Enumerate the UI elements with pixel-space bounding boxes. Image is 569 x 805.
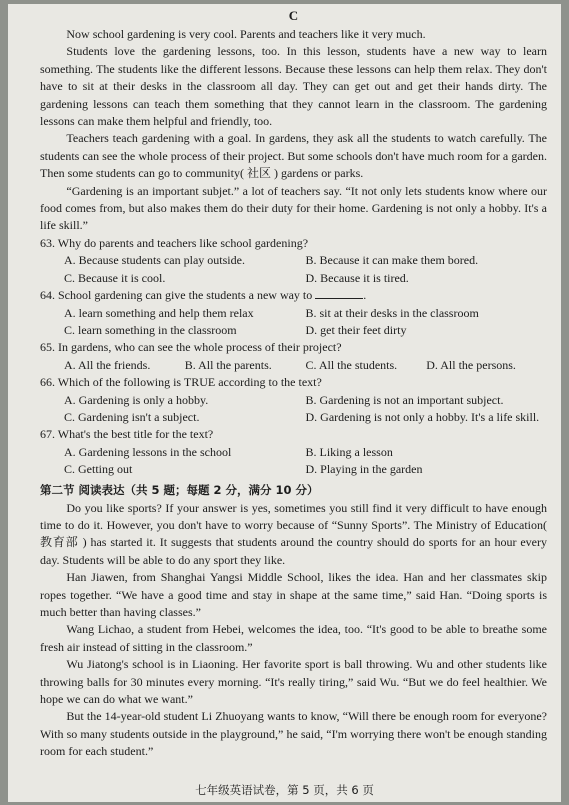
passage-c-paragraph: Teachers teach gardening with a goal. In gardens, they ask all the students to watch carefully. The students can see the whole process of their project. But some schools don't have much room for a garden. Then some students can go to community( 社区 ) gardens or parks. (40, 131, 547, 181)
section2-paragraph: Han Jiawen, from Shanghai Yangsi Middle School, likes the idea. Han and her classmates skip ropes together. “We have a good time and stay in shape at the same time,” said Han. “Doing sports is much better than having classes.” (40, 570, 547, 619)
question-stem: 63. Why do parents and teachers like school gardening? (40, 235, 309, 250)
option-b: B. Liking a lesson (305, 444, 393, 459)
option-c: C. Because it is cool. (64, 270, 166, 285)
question-65 (40, 339, 547, 374)
section2-paragraph: Wu Jiatong's school is in Liaoning. Her favorite sport is ball throwing. Wu and other students like throwing balls for 30 minutes every morning. “It's really tiring,” said Wu. “But we do feel healthier. We hope we can do what we want.” (40, 657, 547, 707)
exam-page (8, 4, 561, 802)
option-d: D. get their feet dirty (305, 322, 407, 337)
question-67 (40, 426, 547, 478)
section2-passage (40, 500, 547, 761)
answer-blank (315, 288, 363, 299)
question-stem: 66. Which of the following is TRUE according to the text? (40, 375, 322, 390)
question-64 (40, 287, 547, 339)
section2-paragraph: But the 14-year-old student Li Zhuoyang wants to know, “Will there be enough room for everyone? With so many students outside in the playground,” he said, “I'm worrying there won't be enough standing room for each student.” (40, 709, 547, 759)
option-d: D. Because it is tired. (305, 270, 409, 285)
option-d: D. All the persons. (426, 357, 516, 372)
question-stem: 65. In gardens, who can see the whole process of their project? (40, 340, 342, 355)
option-a: A. learn something and help them relax (64, 305, 254, 320)
option-a: A. Gardening is only a hobby. (64, 392, 209, 407)
question-stem-end: . (363, 288, 367, 303)
option-b: B. sit at their desks in the classroom (305, 305, 479, 320)
passage-c-paragraph: Now school gardening is very cool. Parents and teachers like it very much. (66, 27, 426, 41)
option-a: A. Gardening lessons in the school (64, 444, 232, 459)
question-63 (40, 235, 547, 287)
question-stem: 67. What's the best title for the text? (40, 427, 214, 442)
option-c: C. Gardening isn't a subject. (64, 409, 200, 424)
option-b: B. All the parents. (184, 357, 272, 372)
passage-c (40, 26, 547, 235)
option-b: B. Because it can make them bored. (305, 253, 479, 268)
passage-c-paragraph: Students love the gardening lessons, too. In this lesson, students have a new way to learn something. The students like the different lessons. Because these lessons can help them relax. They don't have to sit at their desks in the classroom all day. They can get out and get their hands dirty. The gardening lessons can teach them something that they cannot learn in the classroom. The gardening lessons can make them helpful and friendly, too. (40, 44, 547, 129)
section2-paragraph: Wang Lichao, a student from Hebei, welcomes the idea, too. “It's good to be able to breathe some fresh air instead of sitting in the classroom.” (40, 622, 547, 654)
section-heading: 第二节 阅读表达（共 5 题；每题 2 分，满分 10 分） (40, 482, 319, 497)
section2-paragraph: Do you like sports? If your answer is yes, sometimes you still find it very difficult to have enough time to do it. However, you don't have to worry because of “Sunny Sports”. The Ministry of Education( 教育部 ) has started it. It suggests that students around the country should do sports for an hour every day. Students will be able to do any sport they like. (40, 500, 547, 567)
option-c: C. All the students. (305, 357, 398, 372)
question-66 (40, 374, 547, 426)
option-d: D. Gardening is not only a hobby. It's a life skill. (305, 409, 540, 424)
option-a: A. Because students can play outside. (64, 253, 245, 268)
option-b: B. Gardening is not an important subject. (305, 392, 504, 407)
question-stem-text: 64. School gardening can give the students a new way to (40, 288, 316, 303)
question-stem (40, 287, 547, 304)
page-footer: 七年级英语试卷，第 5 页，共 6 页 (195, 783, 374, 797)
option-c: C. Getting out (64, 462, 133, 477)
option-d: D. Playing in the garden (305, 462, 423, 477)
passage-letter: C (288, 8, 299, 23)
passage-c-paragraph: “Gardening is an important subjet.” a lot of teachers say. “It not only lets students know where our food comes from, but also makes them do their duty for their home. Gardening is not only a hobby. It's a life skill.” (40, 183, 547, 233)
option-c: C. learn something in the classroom (64, 322, 237, 337)
option-a: A. All the friends. (64, 357, 151, 372)
